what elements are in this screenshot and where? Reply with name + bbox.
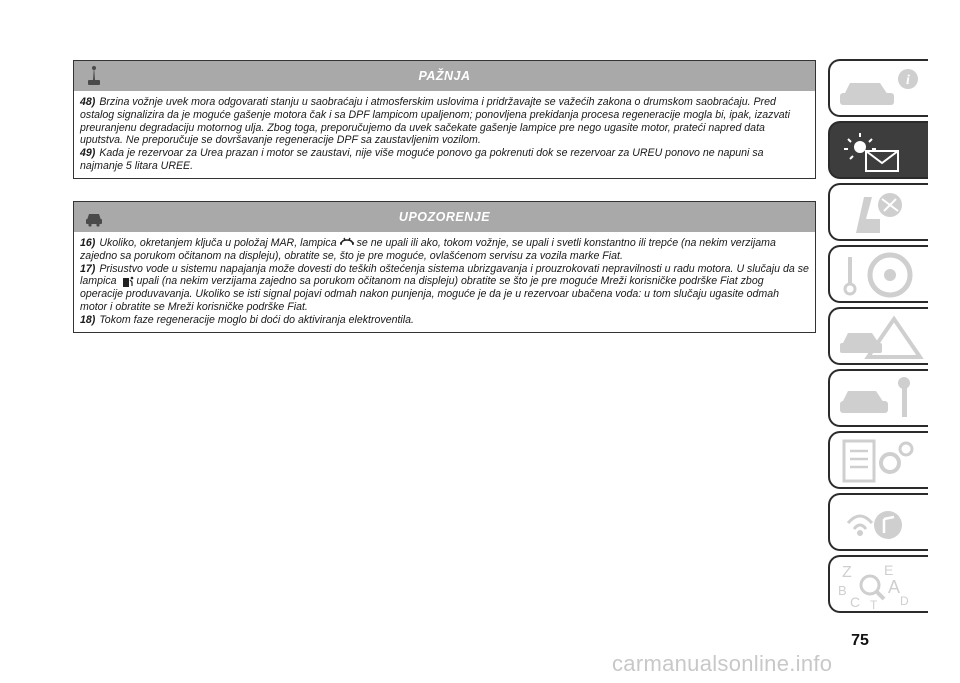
caution-box [73,201,816,333]
svg-text:i: i [906,73,910,88]
water-in-fuel-icon [119,276,135,288]
index-letter: C [850,594,861,609]
index-letters-icon [836,561,924,609]
glow-plug-icon [339,237,355,249]
note-16: 16) Ukoliko, okretanjem ključa u položaj MAR, lampica se ne upali ili ako, tokom vožnje, se upali i svetli konstantno ili trepće (na nekim verzijama zajedno sa porukom očitanom na displeju), obratite se, što je pre moguće, ovlašćenom servisu za vozila marke Fiat. [80,237,776,262]
note-49: 49) Kada je rezervoar za Urea prazan i motor se zaustavi, nije više moguće ponovo ga pokrenuti dok se rezervoar za UREU ponovo ne napuni sa najmanje 5 litara UREE. [80,147,764,172]
tab-maintenance[interactable] [828,369,928,427]
warning-box-title: PAŽNJA [418,69,471,83]
index-letter: Z [842,564,852,581]
tab-car-info[interactable] [828,59,928,117]
car-info-icon [836,65,924,113]
index-letter: A [888,577,901,597]
tab-technical-data[interactable] [828,431,928,489]
index-letter: E [884,562,894,578]
tab-multimedia[interactable] [828,493,928,551]
page-number: 75 [851,632,869,649]
specs-gear-icon [836,437,924,485]
index-letter: T [870,598,878,609]
warning-lights-icon [836,127,924,175]
warning-box [73,60,816,179]
tab-emergency[interactable] [828,307,928,365]
airbag-seat-icon [836,189,924,237]
warning-box-header [74,61,815,91]
multimedia-icon [836,499,924,547]
caution-box-title: UPOZORENJE [398,210,491,224]
caution-box-body [74,232,815,332]
tab-safety[interactable] [828,183,928,241]
emergency-triangle-icon [836,313,924,361]
caution-box-header [74,202,815,232]
note-17: 17) Prisustvo vode u sistemu napajanja može dovesti do teških oštećenja sistema ubrizgavanja i prouzrokovati nepravilnosti u radu motora. U slučaju da se lampica upali (na nekim verzijama zajedno sa porukom očitanom na displeju) obratite se što je pre moguće Mreži korisničke podrške Fiat zbog operacije produvavanja. Ukoliko se isti signal pojavi odmah nakon punjenja, moguće je da je u rezervoar ubačena voda: u tom slučaju ugasite odmah motor i obratite se Mreži korisničke podrške Fiat. [80,262,809,313]
watermark: carmanualsonline.info [612,651,833,676]
index-letter: B [838,583,847,598]
tab-index[interactable] [828,555,928,613]
note-18: 18) Tokom faze regeneracije moglo bi doći do aktiviranja elektroventila. [80,313,414,326]
steering-key-icon [836,251,924,299]
tab-warning-lights[interactable] [828,121,928,179]
car-wrench-icon [836,375,924,423]
warning-box-body [74,91,815,178]
note-48: 48) Brzina vožnje uvek mora odgovarati stanju u saobraćaju i atmosferskim uslovima i pridržavajte se važećih zakona o drumskom saobraćaju. Pred ostalog signalizira da je moguće gašenje motora čak i sa DPF lampicom upaljenom; ponovljena prekidanja procesa regeneracije mogla bi, ipak, izazvati preuranjenu degradaciju motornog ulja. Zbog toga, preporučujemo da uvek sačekate gašenje lampice pre nego ugasite motor, prateći napred data uputstva. Ne preporučuje se dovršavanje regeneracije DPF sa zaustavljenim vozilom. [80,96,790,147]
warning-hand-icon [82,64,106,88]
car-caution-icon [82,205,106,229]
tab-starting-driving[interactable] [828,245,928,303]
index-letter: D [900,594,909,608]
